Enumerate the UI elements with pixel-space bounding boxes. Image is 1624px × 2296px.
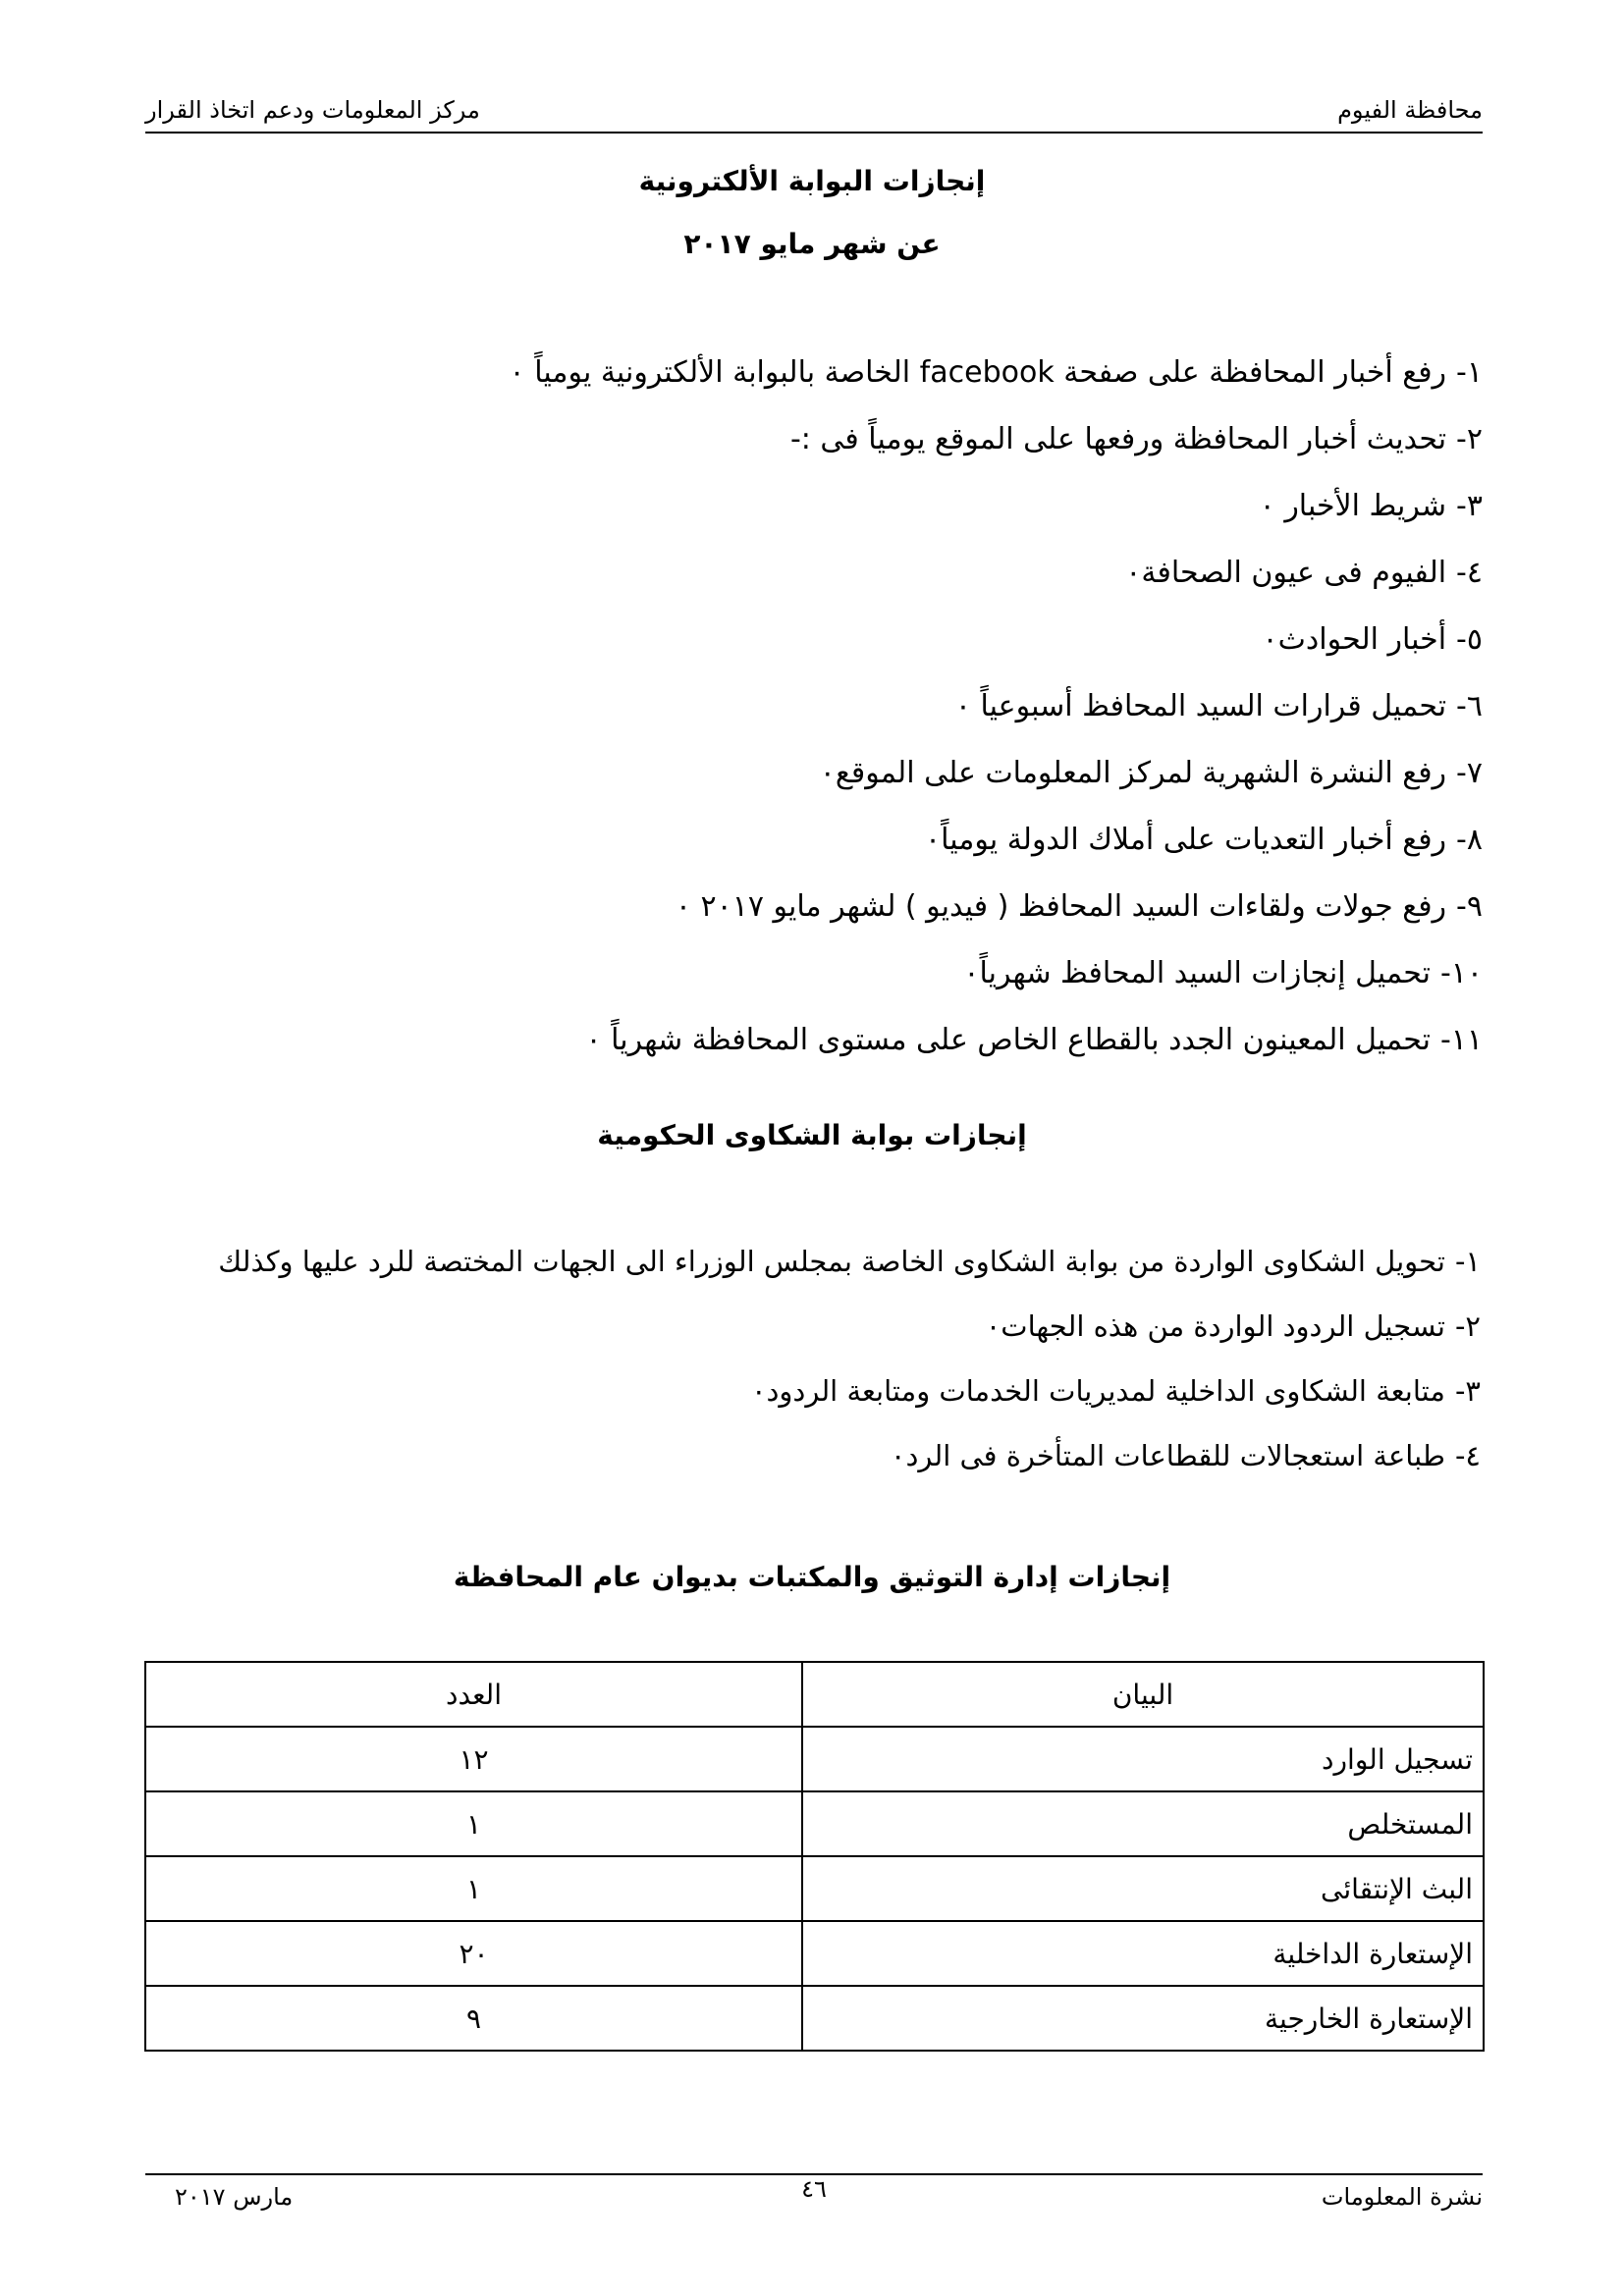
item-text: رفع النشرة الشهرية لمركز المعلومات على الموقع٠ [819, 756, 1447, 790]
item-number: ٥- [1456, 622, 1483, 657]
footer-date: مارس ٢٠١٧ [175, 2183, 294, 2211]
item-text: تحميل قرارات السيد المحافظ أسبوعياً ٠ [954, 689, 1447, 723]
item-number: ٤- [1456, 556, 1483, 590]
item-text: رفع أخبار التعديات على أملاك الدولة يومياً٠ [924, 823, 1447, 857]
item-text: تحميل المعينون الجدد بالقطاع الخاص على مستوى المحافظة شهرياً ٠ [585, 1023, 1431, 1057]
table-row [145, 1986, 1484, 2051]
column-header-statement: البيان [802, 1662, 1484, 1727]
table-row [145, 1921, 1484, 1986]
table-row [145, 1791, 1484, 1856]
section2-title: إنجازات بوابة الشكاوى الحكومية [597, 1119, 1027, 1151]
header-center-name: مركز المعلومات ودعم اتخاذ القرار [145, 96, 480, 124]
list-item [86, 1359, 1481, 1423]
item-text: تحميل إنجازات السيد المحافظ شهرياً٠ [963, 956, 1431, 990]
complaints-achievements-list [86, 1229, 1481, 1488]
list-item [108, 607, 1483, 673]
item-text: طباعة استعجالات للقطاعات المتأخرة فى الرد٠ [890, 1439, 1445, 1472]
item-text: رفع أخبار المحافظة على صفحة facebook الخاصة بالبوابة الألكترونية يومياً ٠ [509, 355, 1447, 390]
item-number: ٣- [1456, 489, 1483, 523]
row-label: المستخلص [802, 1791, 1484, 1856]
list-item [86, 1229, 1481, 1294]
portal-achievements-list [108, 340, 1483, 1074]
row-count: ١ [145, 1856, 802, 1921]
table-row [145, 1856, 1484, 1921]
item-number: ٢- [1454, 1309, 1481, 1343]
list-item [108, 807, 1483, 874]
item-number: ١- [1454, 1245, 1481, 1278]
item-number: ٨- [1456, 823, 1483, 857]
item-number: ٦- [1456, 689, 1483, 723]
header-governorate: محافظة الفيوم [1337, 96, 1483, 124]
row-label: البث الإنتقائى [802, 1856, 1484, 1921]
item-number: ٤- [1454, 1439, 1481, 1472]
item-text: رفع جولات ولقاءات السيد المحافظ ( فيديو ) لشهر مايو ٢٠١٧ ٠ [675, 889, 1447, 924]
page-number: ٤٦ [801, 2175, 827, 2203]
item-text: تحديث أخبار المحافظة ورفعها على الموقع يومياً فى :- [789, 422, 1447, 456]
list-item [108, 874, 1483, 940]
list-item [108, 740, 1483, 807]
footer-bulletin-name: نشرة المعلومات [1321, 2183, 1483, 2211]
table-row [145, 1727, 1484, 1791]
item-text: الفيوم فى عيون الصحافة٠ [1125, 556, 1447, 590]
item-number: ١٠- [1439, 956, 1483, 990]
list-item [86, 1423, 1481, 1488]
item-number: ٢- [1456, 422, 1483, 456]
list-item [108, 473, 1483, 540]
row-label: الإستعارة الخارجية [802, 1986, 1484, 2051]
page-footer [145, 2173, 1483, 2234]
item-number: ٧- [1456, 756, 1483, 790]
row-count: ١ [145, 1791, 802, 1856]
row-label: الإستعارة الداخلية [802, 1921, 1484, 1986]
item-text: شريط الأخبار ٠ [1259, 489, 1447, 523]
item-number: ١- [1456, 355, 1483, 390]
row-count: ١٢ [145, 1727, 802, 1791]
item-text: أخبار الحوادث٠ [1262, 622, 1447, 657]
section1-subtitle: عن شهر مايو ٢٠١٧ [683, 228, 941, 260]
item-text: تسجيل الردود الواردة من هذه الجهات٠ [985, 1309, 1445, 1343]
list-item [108, 1007, 1483, 1074]
item-number: ١١- [1439, 1023, 1483, 1057]
table-header-row [145, 1662, 1484, 1727]
item-text: متابعة الشكاوى الداخلية لمديريات الخدمات ومتابعة الردود٠ [750, 1374, 1445, 1408]
list-item [108, 406, 1483, 473]
item-number: ٣- [1454, 1374, 1481, 1408]
row-count: ٢٠ [145, 1921, 802, 1986]
section3-title: إنجازات إدارة التوثيق والمكتبات بديوان عام المحافظة [453, 1561, 1171, 1593]
list-item [108, 940, 1483, 1007]
list-item [108, 340, 1483, 406]
section1-title: إنجازات البوابة الألكترونية [638, 165, 986, 197]
item-text: تحويل الشكاوى الواردة من بوابة الشكاوى الخاصة بمجلس الوزراء الى الجهات المختصة للرد عليها وكذلك [218, 1245, 1445, 1278]
list-item [108, 673, 1483, 740]
list-item [86, 1294, 1481, 1359]
list-item [108, 540, 1483, 607]
item-number: ٩- [1456, 889, 1483, 924]
column-header-count: العدد [145, 1662, 802, 1727]
row-label: تسجيل الوارد [802, 1727, 1484, 1791]
documentation-table [144, 1661, 1485, 2052]
page-header [145, 90, 1483, 133]
row-count: ٩ [145, 1986, 802, 2051]
